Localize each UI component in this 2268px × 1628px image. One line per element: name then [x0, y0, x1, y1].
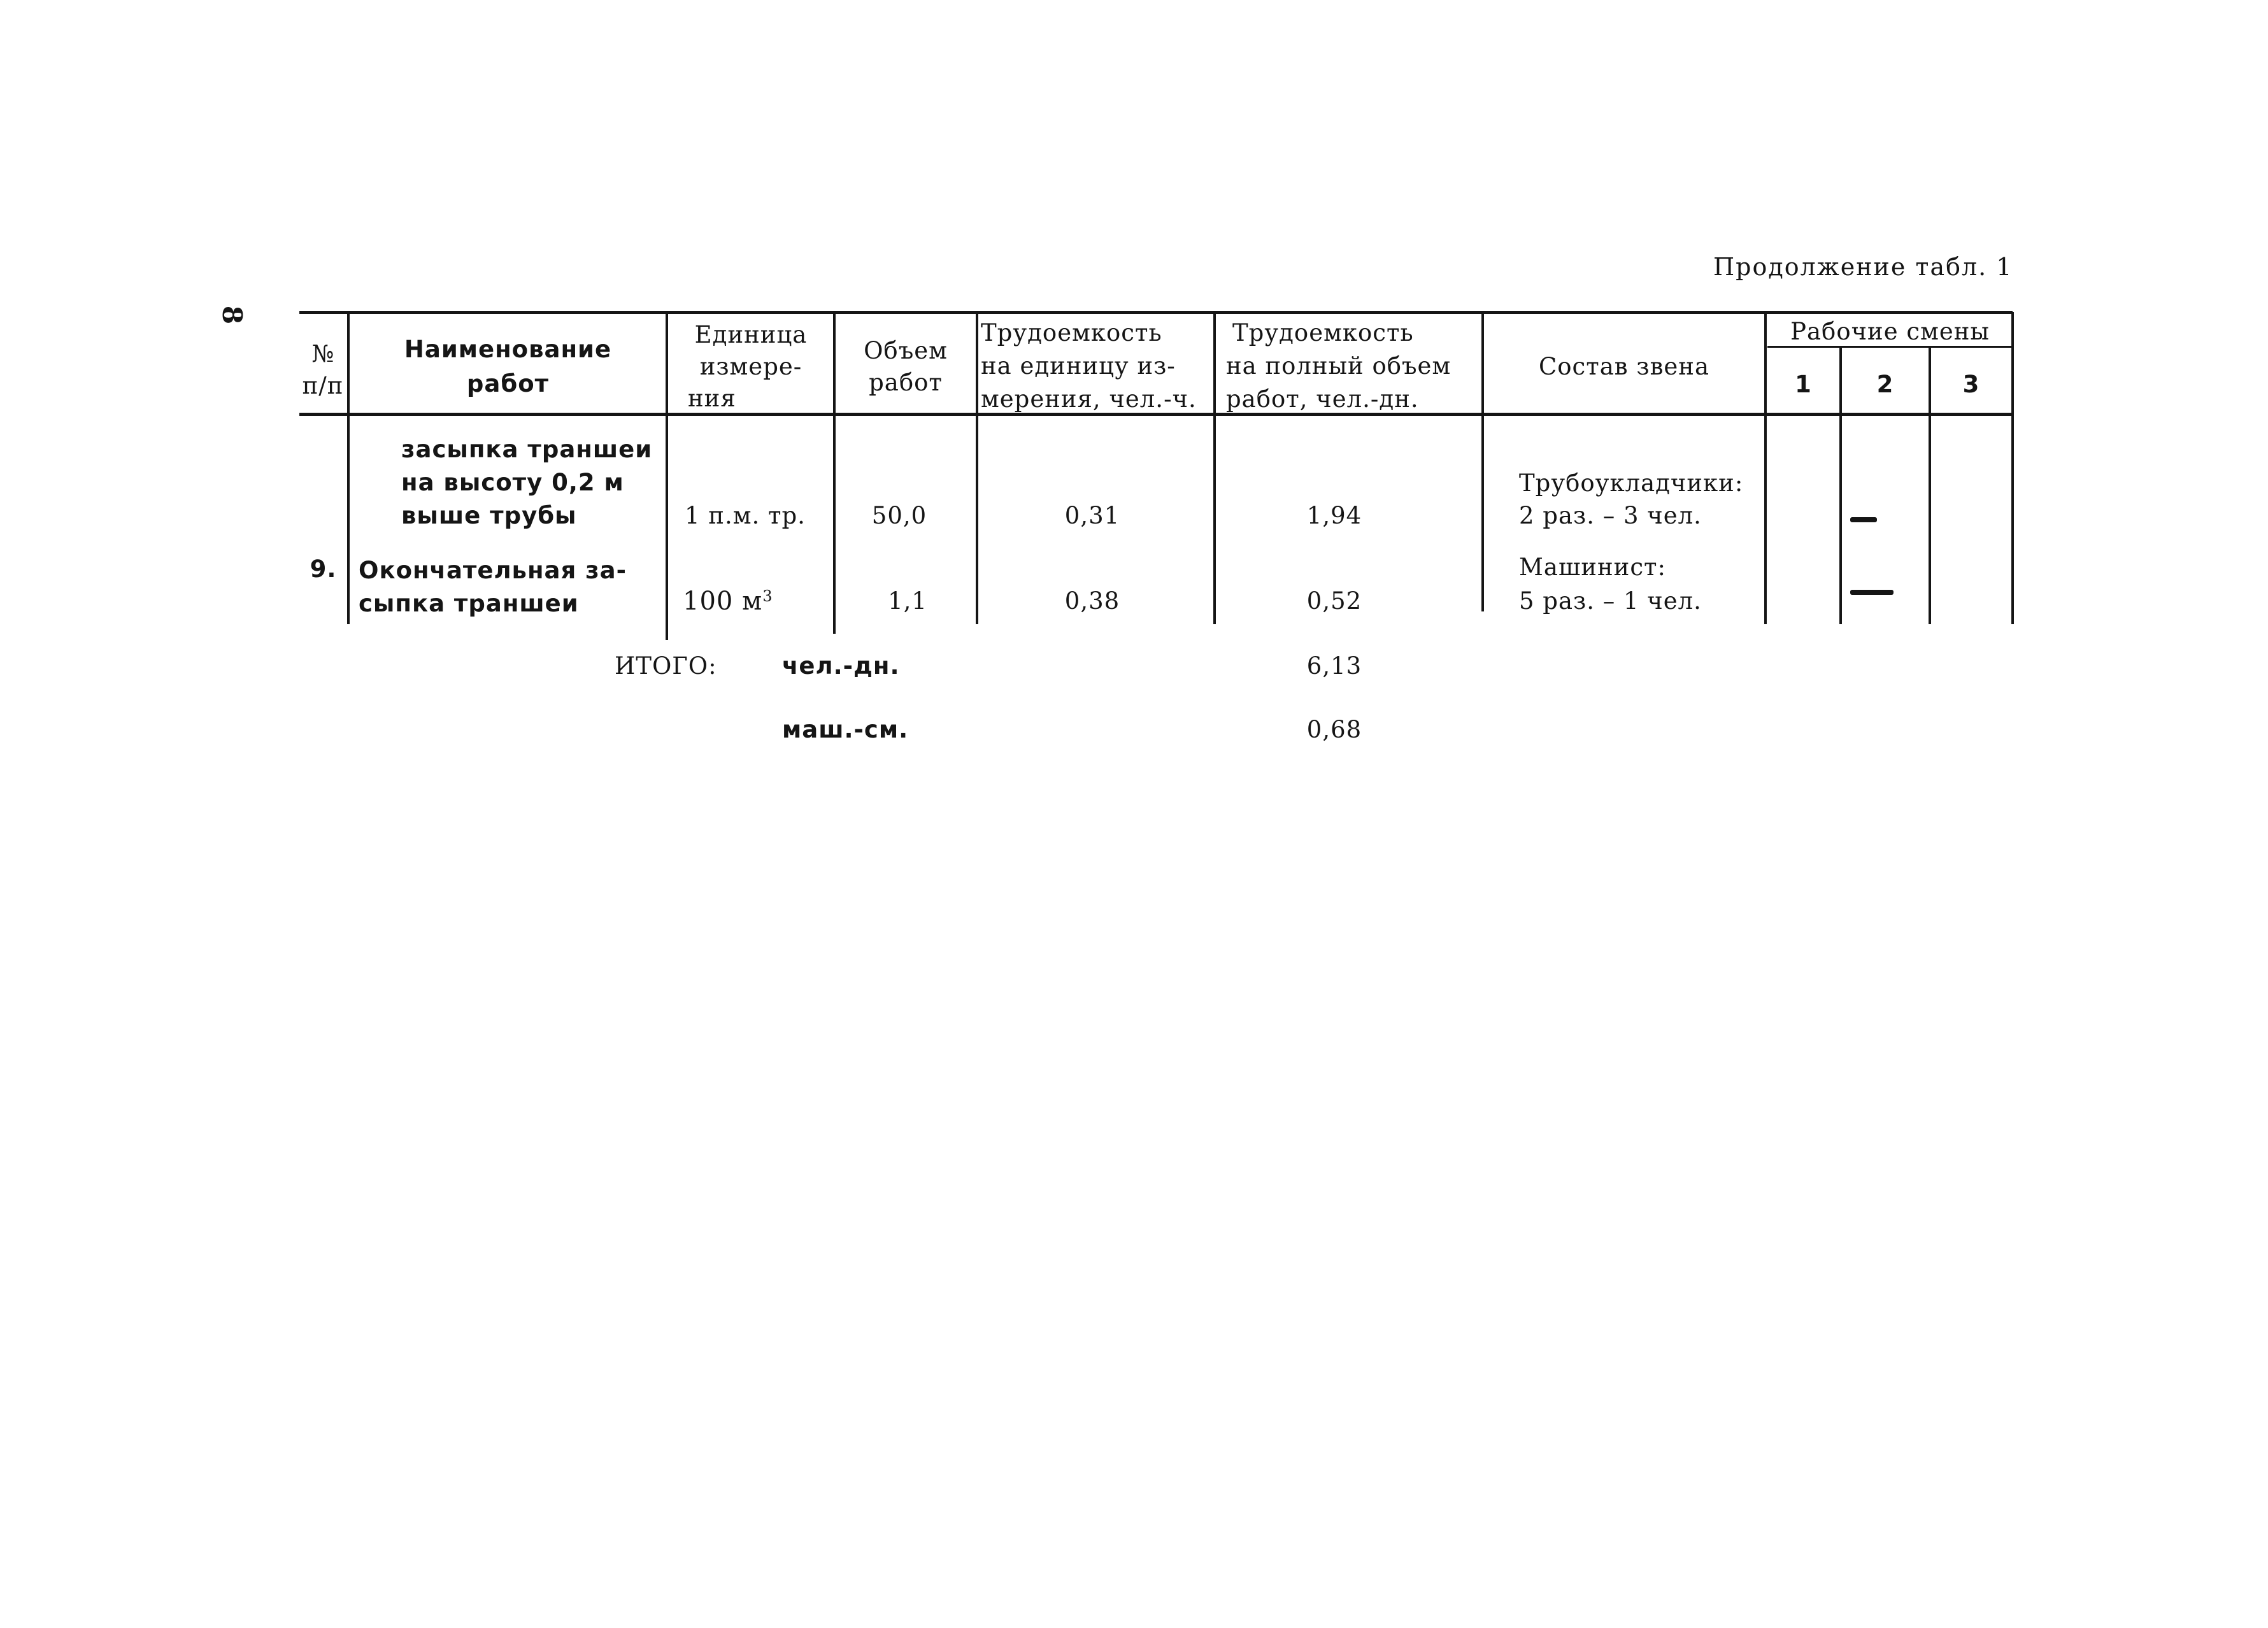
row2-name-line1: Окончательная за-	[359, 557, 627, 584]
header-labor-total-3: работ, чел.-дн.	[1226, 385, 1419, 413]
header-volume-2: работ	[869, 369, 943, 396]
row1-unit: 1 п.м. тр.	[685, 502, 806, 529]
header-labor-unit-1: Трудоемкость	[981, 319, 1162, 346]
table-continuation-label: Продолжение табл. 1	[1713, 253, 2013, 281]
row2-name-line2: сыпка траншеи	[359, 590, 579, 617]
header-volume-1: Объем	[864, 337, 948, 364]
col-divider-crew	[1764, 312, 1767, 624]
row2-crew-line1: Машинист:	[1519, 553, 1666, 581]
row2-shift-2-mark	[1850, 590, 1894, 595]
totals-label: ИТОГО:	[615, 652, 717, 680]
row1-name-line3: выше трубы	[401, 502, 577, 529]
row2-unit	[683, 585, 773, 618]
totals-man-days-value: 6,13	[1306, 652, 1362, 680]
header-labor-unit-3: мерения, чел.-ч.	[981, 385, 1197, 413]
row1-labor-unit: 0,31	[1064, 502, 1120, 529]
header-shift-2: 2	[1876, 371, 1894, 398]
header-labor-unit-2: на единицу из-	[981, 352, 1176, 380]
header-labor-total-2: на полный объем	[1226, 352, 1451, 380]
col-divider-volume	[976, 312, 978, 624]
row1-shift-2-mark	[1850, 517, 1877, 522]
col-divider-labor-unit	[1213, 312, 1216, 624]
header-shift-1: 1	[1795, 371, 1812, 398]
page-number: 8	[217, 305, 248, 325]
header-name-1: Наименование	[404, 336, 612, 363]
row1-name-line1: засыпка траншеи	[401, 436, 653, 463]
row1-volume: 50,0	[871, 502, 927, 529]
header-shifts: Рабочие смены	[1790, 318, 1990, 345]
row2-volume: 1,1	[888, 587, 927, 615]
totals-machine-value: 0,68	[1306, 716, 1362, 743]
col-divider-name	[666, 312, 668, 640]
header-unit-2: измере-	[699, 353, 802, 380]
row1-name-line2: на высоту 0,2 м	[401, 469, 624, 496]
row1-labor-total: 1,94	[1306, 502, 1362, 529]
header-num-2: п/п	[302, 372, 344, 399]
header-num-1: №	[311, 340, 335, 368]
row1-crew-line1: Трубоукладчики:	[1519, 469, 1744, 497]
row2-unit-text: 100 м	[683, 587, 763, 616]
header-unit-3: ния	[688, 385, 736, 412]
header-labor-total-1: Трудоемкость	[1232, 319, 1414, 346]
header-name-2: работ	[466, 370, 550, 397]
row2-unit-sup: 3	[762, 587, 773, 605]
header-unit-1: Единица	[694, 321, 808, 348]
row2-num: 9.	[310, 555, 337, 583]
col-divider-num	[347, 312, 350, 624]
table-right-border	[2011, 312, 2014, 624]
header-shift-3: 3	[1962, 371, 1980, 398]
row1-crew-line2: 2 раз. – 3 чел.	[1519, 502, 1702, 529]
row2-crew-line2: 5 раз. – 1 чел.	[1519, 587, 1702, 615]
row2-labor-total: 0,52	[1306, 587, 1362, 615]
totals-machine-label: маш.-см.	[782, 716, 909, 743]
header-crew: Состав звена	[1538, 353, 1710, 380]
totals-man-days-label: чел.-дн.	[782, 652, 900, 680]
work-schedule-table	[0, 0, 2268, 764]
table-top-border	[299, 311, 2013, 314]
row2-labor-unit: 0,38	[1064, 587, 1120, 615]
